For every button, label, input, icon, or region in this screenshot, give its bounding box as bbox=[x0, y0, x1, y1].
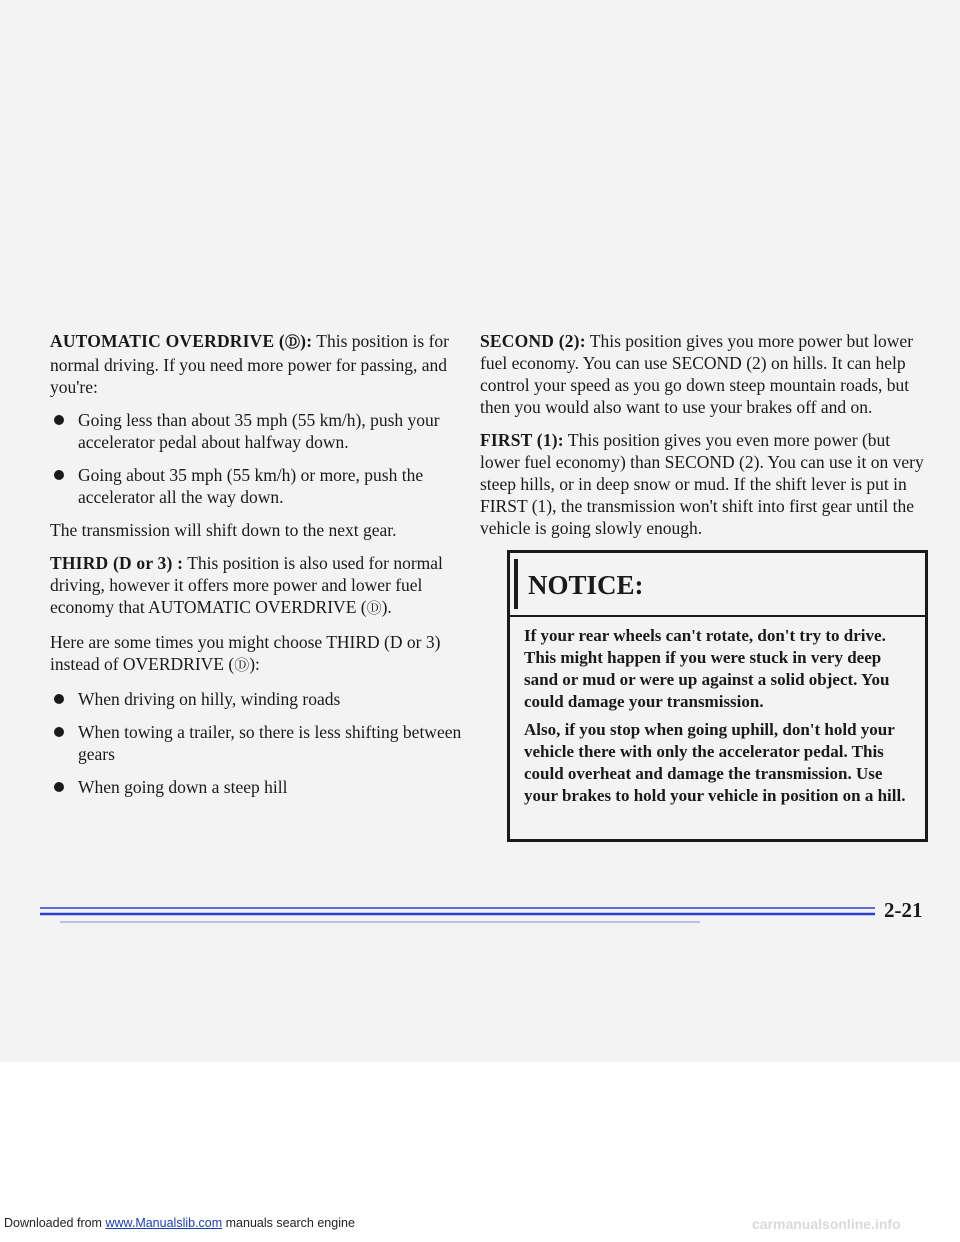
second-heading: SECOND (2): bbox=[480, 331, 586, 351]
third-heading: THIRD (D or 3) : bbox=[50, 553, 184, 573]
list-item: When towing a trailer, so there is less shifting between gears bbox=[50, 721, 470, 765]
list-item: When driving on hilly, winding roads bbox=[50, 688, 470, 710]
passing-bullet-list bbox=[50, 409, 470, 508]
first-heading: FIRST (1): bbox=[480, 430, 564, 450]
bullet-icon bbox=[54, 694, 64, 704]
footer-rule bbox=[0, 890, 960, 940]
bullet-icon bbox=[54, 415, 64, 425]
list-item: When going down a steep hill bbox=[50, 776, 470, 798]
automatic-overdrive-heading: AUTOMATIC OVERDRIVE (Ⓓ): bbox=[50, 331, 312, 351]
list-item: Going less than about 35 mph (55 km/h), push your accelerator pedal about halfway down. bbox=[50, 409, 470, 453]
bullet-icon bbox=[54, 727, 64, 737]
bullet-icon bbox=[54, 470, 64, 480]
list-item: Going about 35 mph (55 km/h) or more, push the accelerator all the way down. bbox=[50, 464, 470, 508]
automatic-overdrive-paragraph: AUTOMATIC OVERDRIVE (Ⓓ): This position is for normal driving. If you need more power for passing, and you're: bbox=[50, 331, 450, 397]
notice-bar-icon bbox=[514, 559, 518, 609]
left-column bbox=[50, 330, 470, 809]
overdrive-symbol-icon: Ⓓ bbox=[284, 335, 301, 351]
notice-body bbox=[524, 625, 919, 813]
first-paragraph: FIRST (1): This position gives you even more power (but lower fuel economy) than SECOND (2). You can use it on very steep hills, or in deep snow or mud. If the shift lever is put in FIRST (1), the transmission won't shift into first gear until the vehicle is going slowly enough. bbox=[480, 430, 924, 538]
bullet-icon bbox=[54, 782, 64, 792]
second-paragraph: SECOND (2): This position gives you more power but lower fuel economy. You can use SECOND (2) on hills. It can help control your speed as you go down steep mountain roads, but then you would also want to use your brakes off and on. bbox=[480, 331, 914, 417]
third-use-bullet-list bbox=[50, 688, 470, 798]
shift-down-paragraph: The transmission will shift down to the next gear. bbox=[50, 520, 397, 540]
notice-paragraph: Also, if you stop when going uphill, don't hold your vehicle there with only the accelerator pedal. This could overheat and damage the transmission. Use your brakes to hold your vehicle in position on a hill. bbox=[524, 720, 906, 805]
watermark: carmanualsonline.info bbox=[752, 1216, 901, 1232]
right-column bbox=[480, 330, 930, 550]
notice-title: NOTICE: bbox=[510, 553, 925, 617]
choose-third-paragraph: Here are some times you might choose THIRD (D or 3) instead of OVERDRIVE (Ⓓ): bbox=[50, 631, 470, 677]
notice-paragraph: If your rear wheels can't rotate, don't try to drive. This might happen if you were stuck in very deep sand or mud or were up against a solid object. You could damage your transmission. bbox=[524, 626, 890, 711]
notice-box bbox=[507, 550, 928, 842]
page-number: 2-21 bbox=[884, 898, 923, 922]
download-footer: Downloaded from www.Manualslib.com manuals search engine bbox=[4, 1216, 355, 1230]
third-paragraph: THIRD (D or 3) : This position is also used for normal driving, however it offers more power and lower fuel economy that AUTOMATIC OVERDRIVE (Ⓓ). bbox=[50, 552, 470, 620]
overdrive-symbol-icon: Ⓓ bbox=[366, 601, 382, 617]
manualslib-link[interactable]: www.Manualslib.com bbox=[105, 1216, 223, 1230]
overdrive-symbol-icon: Ⓓ bbox=[234, 658, 250, 674]
